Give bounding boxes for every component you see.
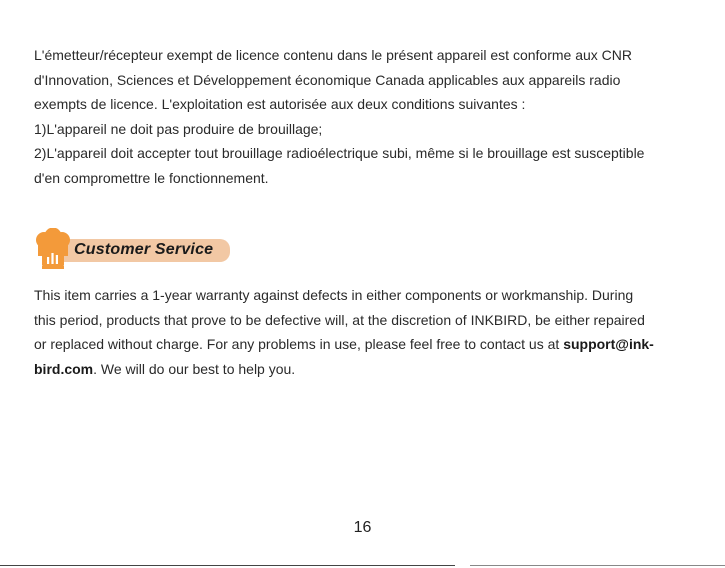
warranty-line xyxy=(34,332,694,357)
notice-line: d'en compromettre le fonctionnement. xyxy=(34,169,269,186)
page-number: 16 xyxy=(353,519,372,536)
footer-rule-right xyxy=(470,565,725,566)
warranty-line: This item carries a 1-year warranty against defects in either components or workmanship. During xyxy=(34,287,634,303)
notice-line: 1)L'appareil ne doit pas produire de brouillage; xyxy=(34,120,323,137)
notice-line: exempts de licence. L'exploitation est autorisée aux deux conditions suivantes : xyxy=(34,96,526,112)
warranty-text: or replaced without charge. For any problems in use, please feel free to contact us at xyxy=(34,336,564,352)
warranty-paragraph xyxy=(34,283,694,381)
section-title: Customer Service xyxy=(74,241,214,258)
warranty-line: this period, products that prove to be defective will, at the discretion of INKBIRD, be either repaired xyxy=(34,311,645,328)
customer-service-header xyxy=(34,228,234,272)
closing-text: . We will do our best to help you. xyxy=(93,360,296,377)
footer-rule xyxy=(0,565,455,566)
french-compliance-notice xyxy=(34,43,694,190)
notice-line: L'émetteur/récepteur exempt de licence contenu dans le présent appareil est conforme aux CNR xyxy=(34,47,633,63)
chef-hat-bar-chart-icon xyxy=(34,228,72,272)
notice-line: d'Innovation, Sciences et Développement économique Canada applicables aux appareils radio xyxy=(34,71,621,88)
support-email-link[interactable]: support@ink- xyxy=(563,336,654,352)
support-email-link-continued[interactable]: bird.com xyxy=(34,360,94,377)
notice-line: 2)L'appareil doit accepter tout brouillage radioélectrique subi, même si le brouillage est susceptible xyxy=(34,145,645,161)
warranty-line xyxy=(34,357,694,382)
